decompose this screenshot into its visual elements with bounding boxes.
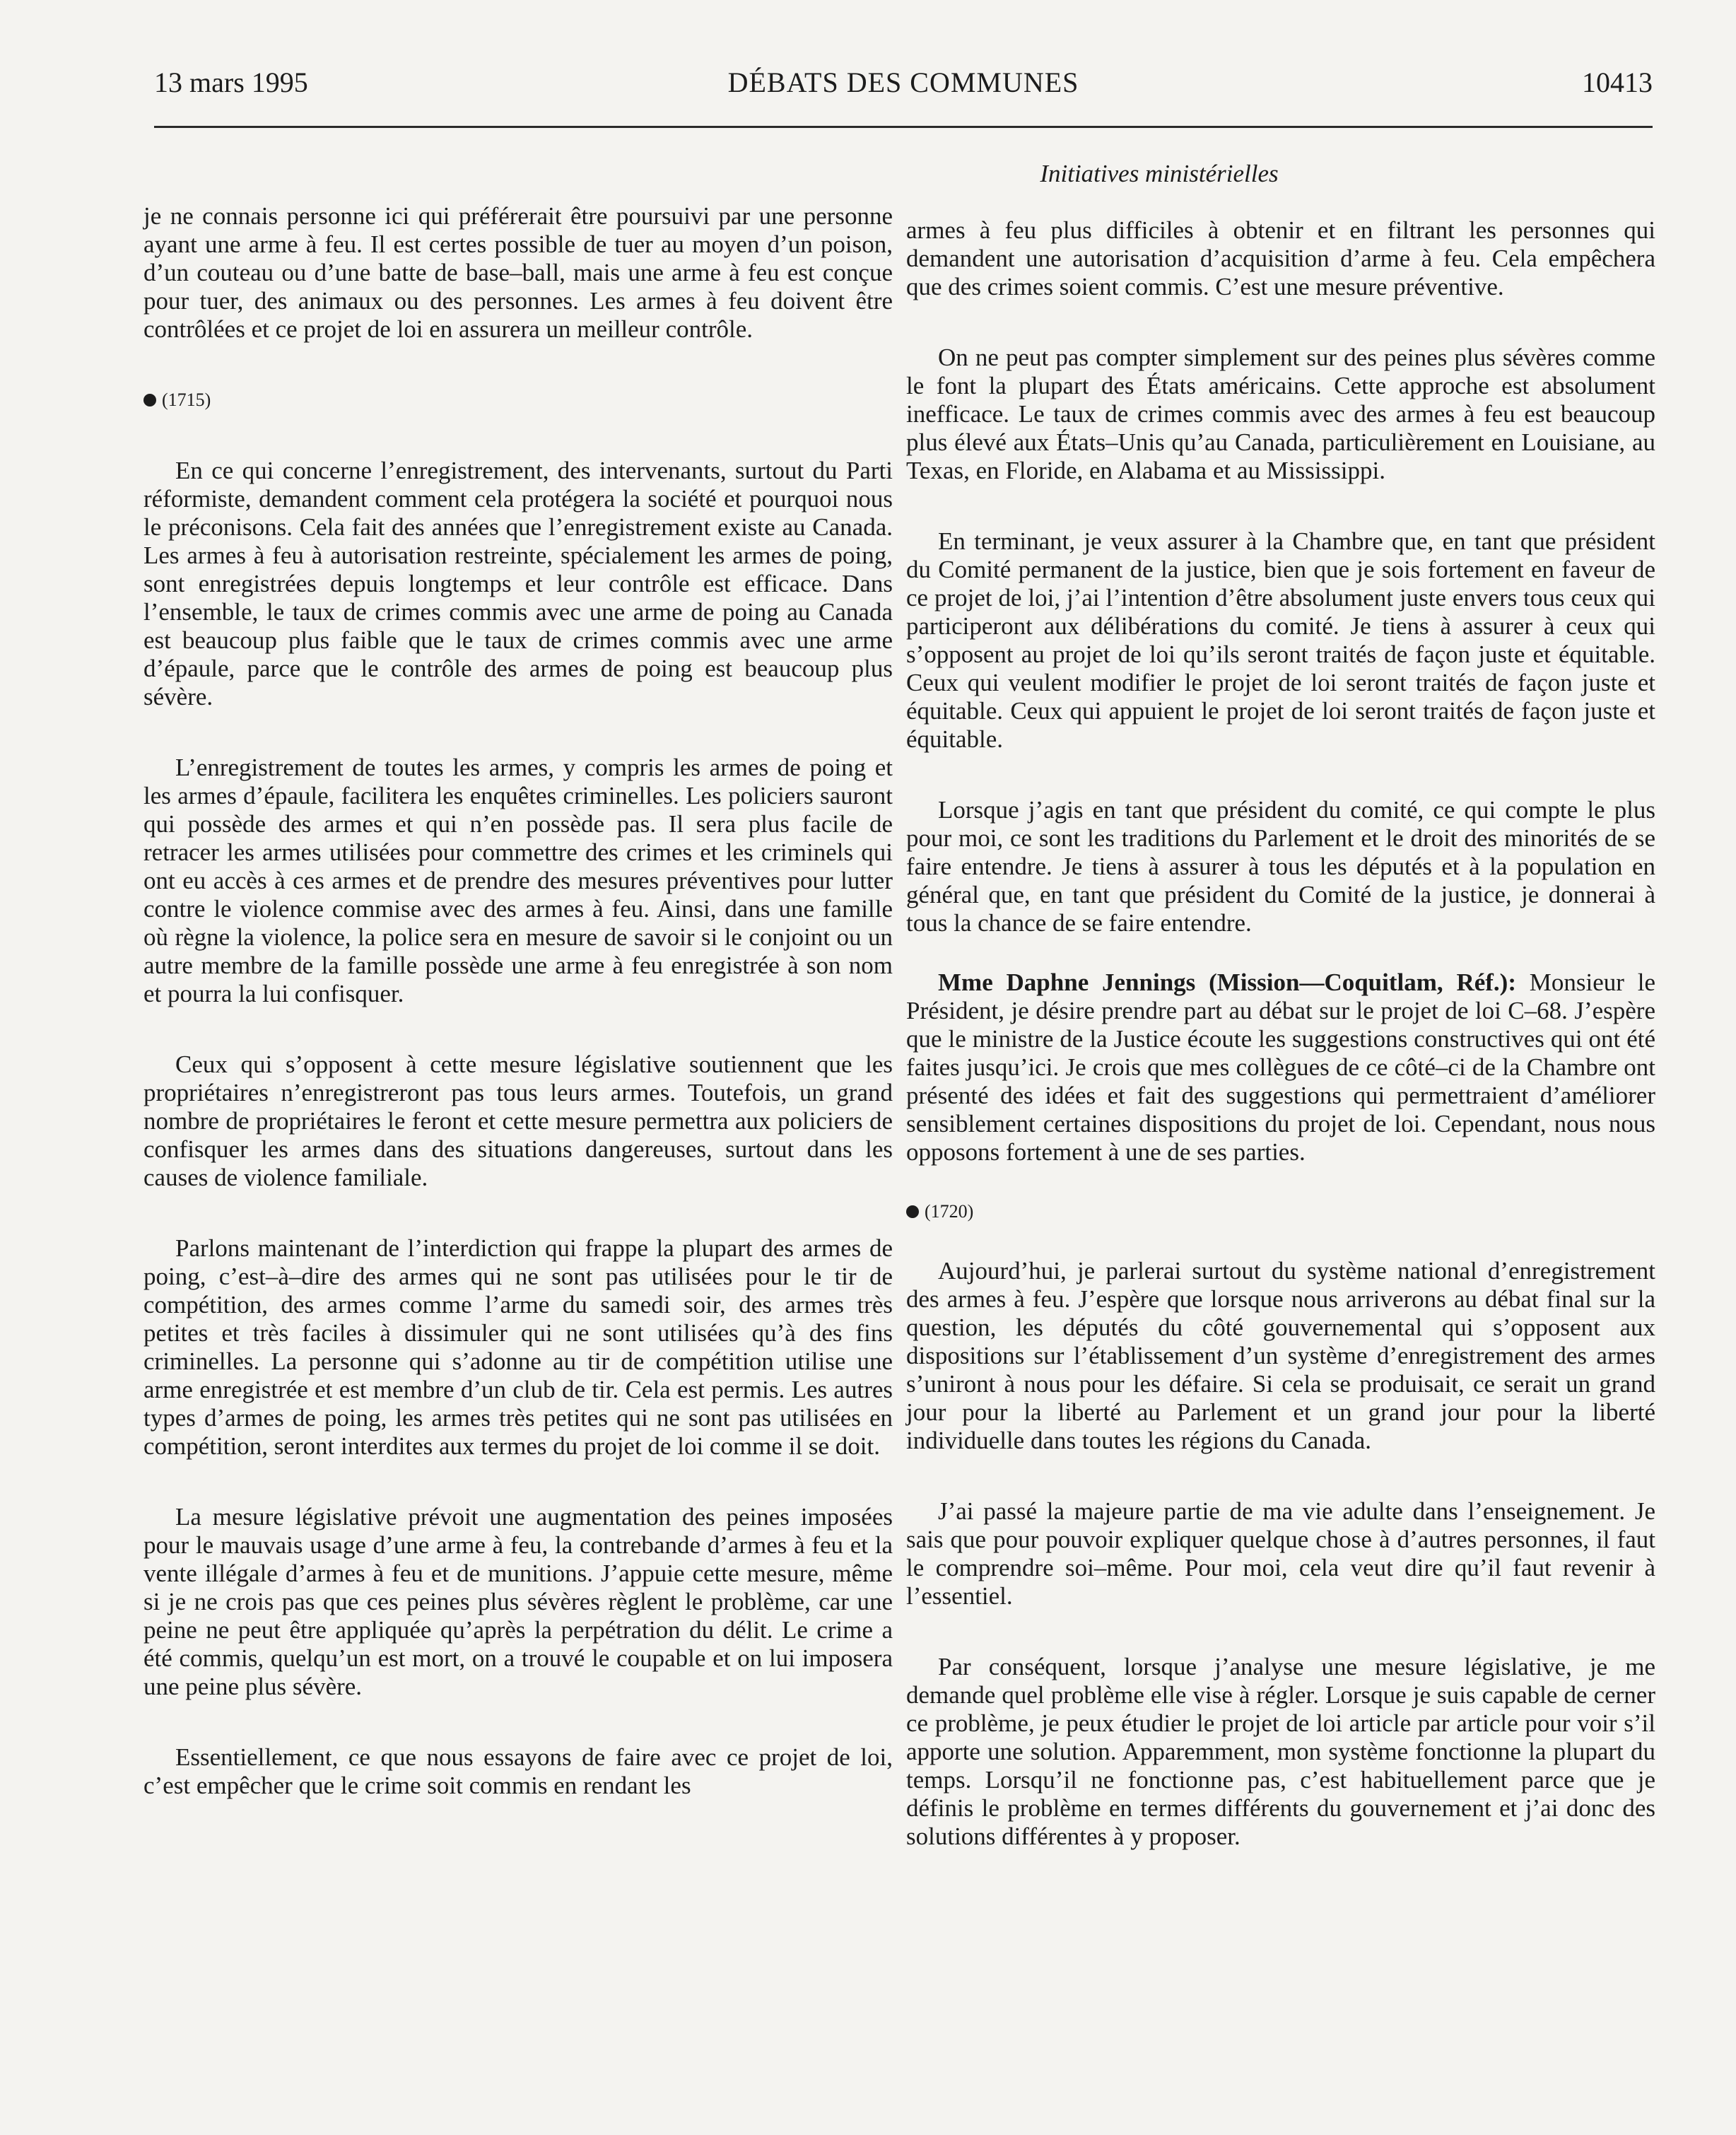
bullet-icon xyxy=(143,394,156,406)
paragraph: Parlons maintenant de l’interdiction qui frappe la plupart des armes de poing, c’est–à–dire des armes qui ne sont pas utilisées pour le tir de compétition, des armes comme l’arme du samedi soir, des armes très petites et très faciles à dissimuler qui ne sont utilisées qu’à des fins criminelles. La personne qui s’adonne au tir de compétition utilise une arme enregistrée et est membre d’un club de tir. Cela est permis. Les autres types d’armes de poing, les armes très petites qui ne sont pas utilisées en compétition, seront interdites aux termes du projet de loi comme il se doit. xyxy=(143,1234,893,1460)
header-title: DÉBATS DES COMMUNES xyxy=(727,66,1079,98)
left-column xyxy=(143,202,893,1800)
right-column xyxy=(906,216,1655,1851)
timestamp-text: (1720) xyxy=(925,1201,974,1222)
header-date: 13 mars 1995 xyxy=(154,66,308,98)
paragraph: En terminant, je veux assurer à la Chambre que, en tant que président du Comité permanent de la justice, bien que je sois fortement en faveur de ce projet de loi, j’ai l’intention d’être absolument juste envers tous ceux qui participeront aux délibérations du comité. Je tiens à assurer à ceux qui s’opposent au projet de loi qu’ils seront traités de façon juste et équitable. Ceux qui veulent modifier le projet de loi seront traités de façon juste et équitable. Ceux qui appuient le projet de loi seront traités de façon juste et équitable. xyxy=(906,527,1655,753)
paragraph: L’enregistrement de toutes les armes, y compris les armes de poing et les armes d’épaule, facilitera les enquêtes criminelles. Les policiers sauront qui possède des armes et qui n’en possède pas. Il sera plus facile de retracer les armes utilisées pour commettre des crimes et les criminels qui ont eu accès à ces armes et de prendre des mesures préventives pour lutter contre le violence commise avec des armes à feu. Ainsi, dans une famille où règne la violence, la police sera en mesure de savoir si le conjoint ou un autre membre de la famille possède une arme à feu enregistrée à son nom et pourra la lui confisquer. xyxy=(143,754,893,1007)
paragraph: Ceux qui s’opposent à cette mesure législative soutiennent que les propriétaires n’enregistreront pas tous leurs armes. Toutefois, un grand nombre de propriétaires le feront et cette mesure permettra aux policiers de confisquer les armes dans des situations dangereuses, surtout dans les causes de violence familiale. xyxy=(143,1051,893,1191)
paragraph: La mesure législative prévoit une augmentation des peines imposées pour le mauvais usage d’une arme à feu, la contrebande d’armes à feu et la vente illégale d’armes à feu et de munitions. J’appuie cette mesure, même si je ne crois pas que ces peines plus sévères règlent le problème, car une peine ne peut être appliquée qu’après la perpétration du délit. Le crime a été commis, quelqu’un est mort, on a trouvé le coupable et on lui imposera une peine plus sévère. xyxy=(143,1503,893,1700)
page-header xyxy=(154,65,1653,129)
paragraph: armes à feu plus difficiles à obtenir et en filtrant les personnes qui demandent une autorisation d’acquisition d’arme à feu. Cela empêchera que des crimes soient commis. C’est une mesure préventive. xyxy=(906,216,1655,300)
paragraph: Essentiellement, ce que nous essayons de faire avec ce projet de loi, c’est empêcher que le crime soit commis en rendant les xyxy=(143,1743,893,1799)
timestamp-text: (1715) xyxy=(162,390,211,410)
speaker-name: Mme Daphne Jennings (Mission—Coquitlam, Réf.): xyxy=(938,969,1516,996)
timestamp xyxy=(143,386,893,414)
bullet-icon xyxy=(906,1205,919,1218)
paragraph: J’ai passé la majeure partie de ma vie adulte dans l’enseignement. Je sais que pour pouvoir expliquer quelque chose à d’autres personnes, il faut le comprendre soi–même. Pour moi, cela veut dire qu’il faut revenir à l’essentiel. xyxy=(906,1497,1655,1610)
paragraph: Par conséquent, lorsque j’analyse une mesure législative, je me demande quel problème elle vise à régler. Lorsque je suis capable de cerner ce problème, je peux étudier le projet de loi article par article pour voir s’il apporte une solution. Apparemment, mon système fonctionne la plupart du temps. Lorsqu’il ne fonctionne pas, c’est habituellement parce que je définis le problème en termes différents du gouvernement et j’ai donc des solutions différentes à y proposer. xyxy=(906,1653,1655,1850)
paragraph: Aujourd’hui, je parlerai surtout du système national d’enregistrement des armes à feu. J’espère que lorsque nous arriverons au débat final sur la question, les députés du côté gouvernemental qui s’opposent aux dispositions sur l’établissement d’un système d’enregistrement des armes s’uniront à nous pour les défaire. Si cela se produisait, ce serait un grand jour pour la liberté au Parlement et un grand jour pour la liberté individuelle dans toutes les régions du Canada. xyxy=(906,1257,1655,1454)
speech-text: Monsieur le Président, je désire prendre part au débat sur le projet de loi C–68. J’espère que le ministre de la Justice écoute les suggestions constructives qui ont été faites jusqu’ici. Je crois que mes collègues de ce côté–ci de la Chambre ont présenté des idées et fait des suggestions qui permettraient d’améliorer sensiblement certaines dispositions du projet de loi. Cependant, nous nous opposons fortement à une de ses parties. xyxy=(906,969,1655,1166)
header-rule xyxy=(154,126,1653,128)
speech-paragraph xyxy=(906,969,1655,1166)
paragraph: Lorsque j’agis en tant que président du comité, ce qui compte le plus pour moi, ce sont les traditions du Parlement et le droit des minorités de se faire entendre. Je tiens à assurer à tous les députés et à la population en général que, en tant que président du Comité de la justice, je donnerai à tous la chance de se faire entendre. xyxy=(906,796,1655,937)
paragraph: On ne peut pas compter simplement sur des peines plus sévères comme le font la plupart des États américains. Cette approche est absolument inefficace. Le taux de crimes commis avec des armes à feu est beaucoup plus élevé aux États–Unis qu’au Canada, particulièrement en Louisiane, au Texas, en Floride, en Alabama et au Mississippi. xyxy=(906,344,1655,484)
running-head: Initiatives ministérielles xyxy=(1040,160,1279,187)
header-page-number: 10413 xyxy=(1582,66,1653,98)
timestamp xyxy=(906,1198,1655,1226)
paragraph: En ce qui concerne l’enregistrement, des intervenants, surtout du Parti réformiste, demandent comment cela protégera la société et pourquoi nous le préconisons. Cela fait des années que l’enregistrement existe au Canada. Les armes à feu à autorisation restreinte, spécialement les armes de poing, sont enregistrées depuis longtemps et leur contrôle est efficace. Dans l’ensemble, le taux de crimes commis avec une arme de poing au Canada est beaucoup plus faible que le taux de crimes commis avec une arme d’épaule, parce que le contrôle des armes de poing est beaucoup plus sévère. xyxy=(143,457,893,710)
paragraph: je ne connais personne ici qui préférerait être poursuivi par une personne ayant une arme à feu. Il est certes possible de tuer au moyen d’un poison, d’un couteau ou d’une batte de base–ball, mais une arme à feu est conçue pour tuer, des animaux ou des personnes. Les armes à feu doivent être contrôlées et ce projet de loi en assurera un meilleur contrôle. xyxy=(143,202,893,343)
